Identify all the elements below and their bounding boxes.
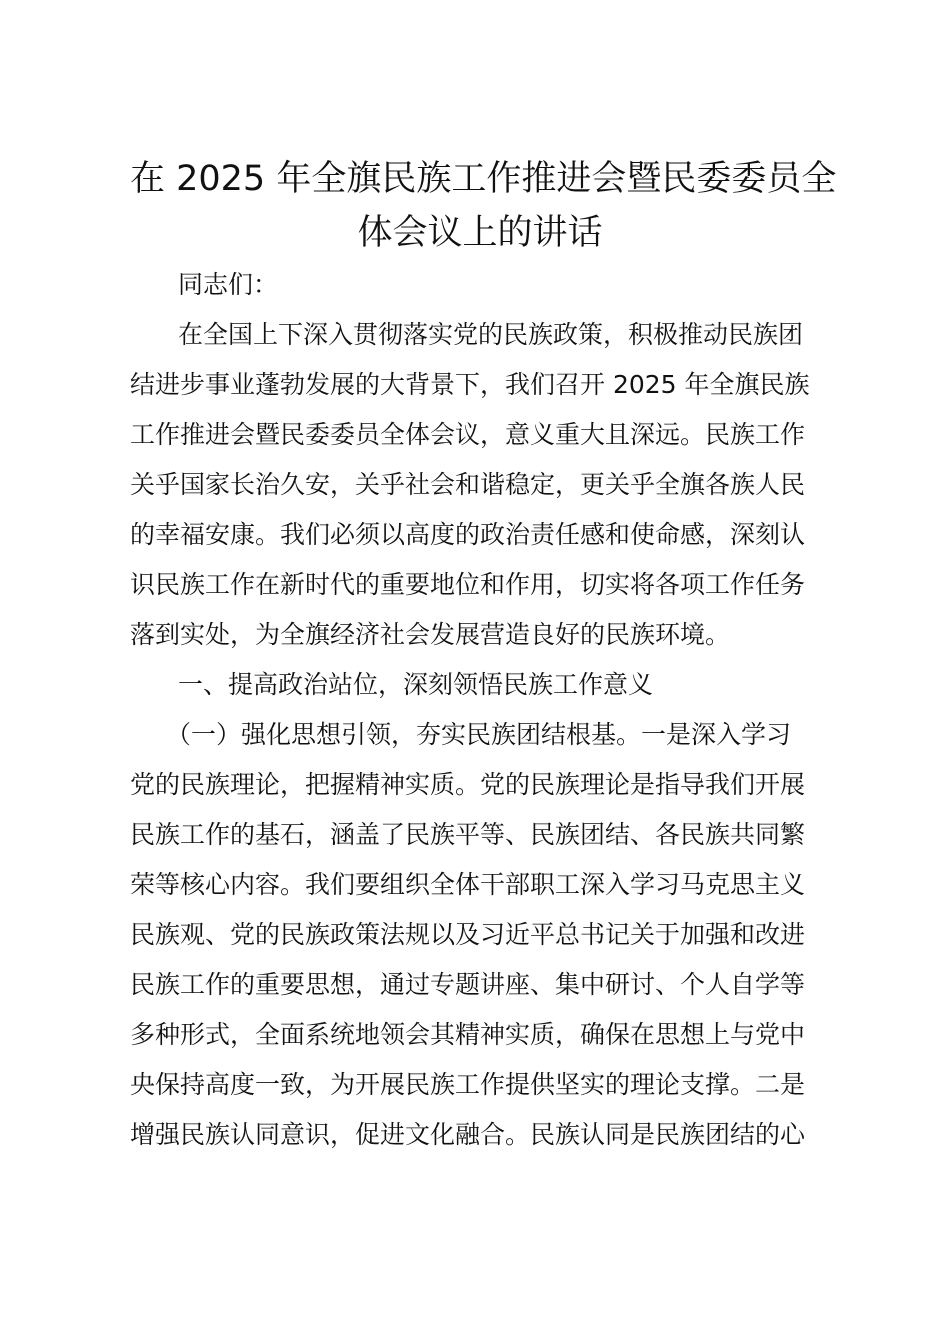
title-line-1: 在 2025 年全旗民族工作推进会暨民委委员全 bbox=[130, 159, 837, 199]
subsection-line: （一）强化思想引领，夯实民族团结根基。一是深入学习 bbox=[166, 720, 792, 749]
subsection-line: 民族工作的重要思想，通过专题讲座、集中研讨、个人自学等 bbox=[130, 970, 806, 999]
subsection-line: 民族观、党的民族政策法规以及习近平总书记关于加强和改进 bbox=[130, 920, 806, 949]
intro-line: 在全国上下深入贯彻落实党的民族政策，积极推动民族团 bbox=[178, 320, 804, 349]
intro-line: 识民族工作在新时代的重要地位和作用，切实将各项工作任务 bbox=[130, 570, 806, 599]
intro-line: 的幸福安康。我们必须以高度的政治责任感和使命感，深刻认 bbox=[130, 520, 806, 549]
document-body bbox=[130, 260, 830, 1160]
subsection-line: 增强民族认同意识，促进文化融合。民族认同是民族团结的心 bbox=[130, 1120, 806, 1149]
title-line-2: 体会议上的讲话 bbox=[357, 213, 603, 253]
section-heading: 一、提高政治站位，深刻领悟民族工作意义 bbox=[178, 670, 654, 699]
greeting: 同志们： bbox=[178, 270, 279, 299]
intro-paragraph bbox=[130, 310, 830, 660]
document-title bbox=[130, 152, 837, 260]
intro-line: 关乎国家长治久安，关乎社会和谐稳定，更关乎全旗各族人民 bbox=[130, 470, 806, 499]
subsection-line: 荣等核心内容。我们要组织全体干部职工深入学习马克思主义 bbox=[130, 870, 806, 899]
intro-line: 结进步事业蓬勃发展的大背景下，我们召开 2025 年全旗民族 bbox=[130, 370, 810, 399]
document-page bbox=[130, 152, 837, 1160]
subsection-line: 央保持高度一致，为开展民族工作提供坚实的理论支撑。二是 bbox=[130, 1070, 806, 1099]
intro-line: 落到实处，为全旗经济社会发展营造良好的民族环境。 bbox=[130, 620, 731, 649]
subsection-line: 民族工作的基石，涵盖了民族平等、民族团结、各民族共同繁 bbox=[130, 820, 806, 849]
subsection-line: 党的民族理论，把握精神实质。党的民族理论是指导我们开展 bbox=[130, 770, 806, 799]
subsection-line: 多种形式，全面系统地领会其精神实质，确保在思想上与党中 bbox=[130, 1020, 806, 1049]
subsection-paragraph bbox=[130, 710, 830, 1160]
intro-line: 工作推进会暨民委委员全体会议，意义重大且深远。民族工作 bbox=[130, 420, 806, 449]
